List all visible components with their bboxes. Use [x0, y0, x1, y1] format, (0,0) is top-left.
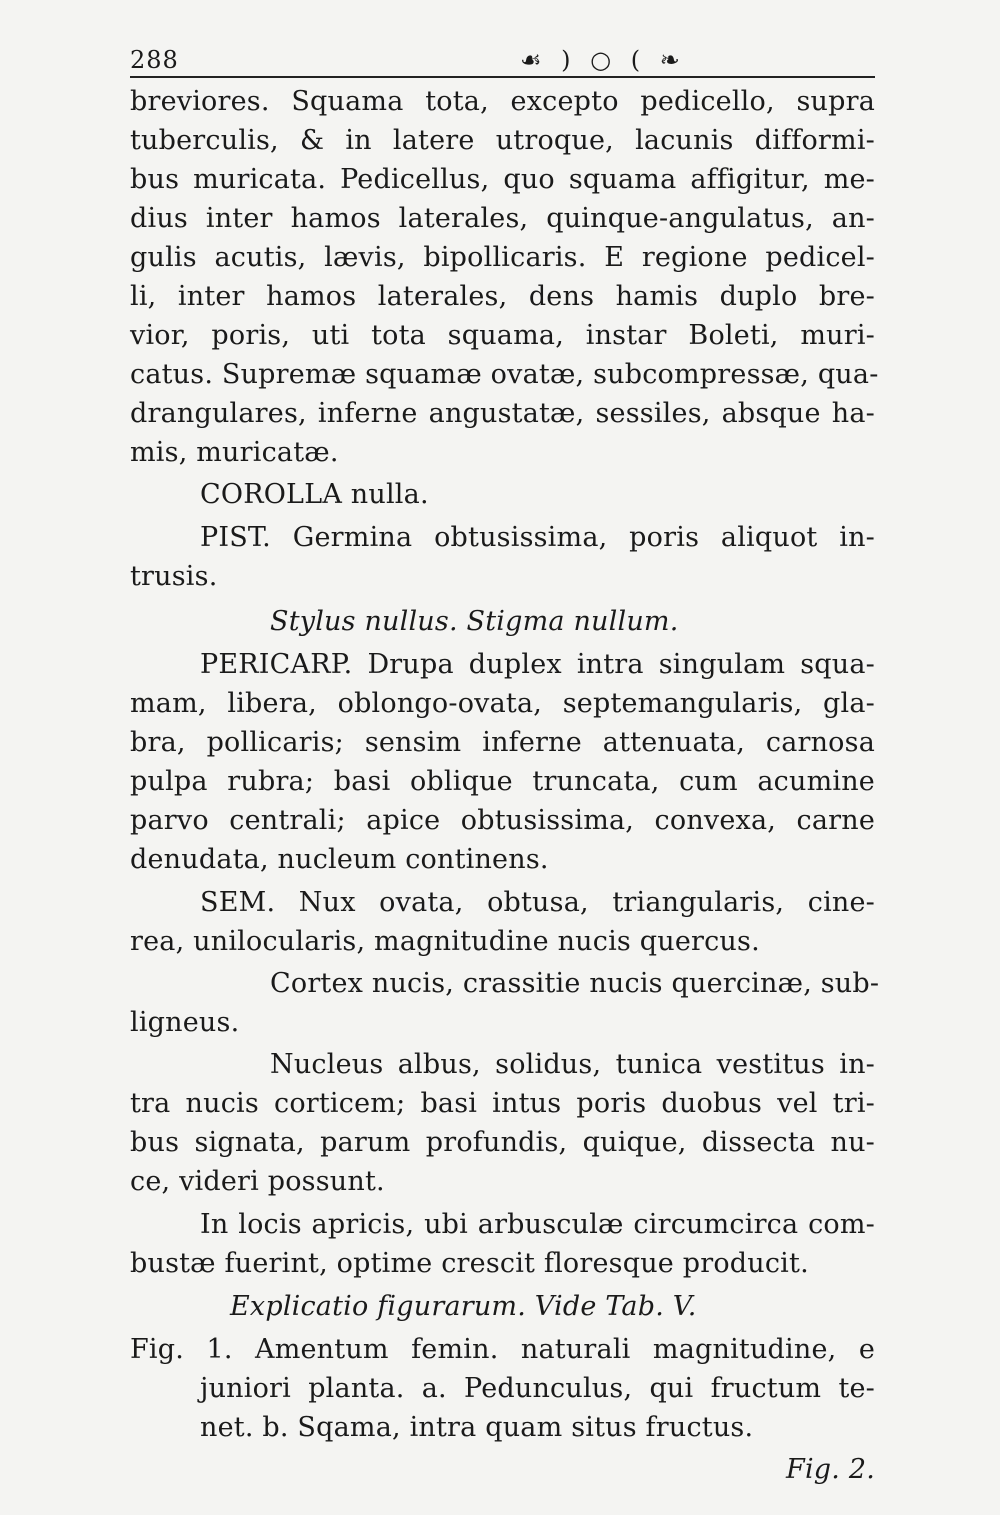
figure-caption-line: net. b. Sqama, intra quam situs fructus.: [200, 1412, 754, 1443]
header-ornament: ☙ ) ○ ( ❧: [520, 46, 686, 74]
text-line: bus muricata. Pedicellus, quo squama affigitur, me-: [130, 164, 875, 195]
text-line: Stylus nullus. Stigma nullum.: [270, 606, 679, 637]
header-rule: [130, 76, 875, 78]
text-line: tra nucis corticem; basi intus poris duobus vel tri-: [130, 1088, 875, 1119]
text-line: pulpa rubra; basi oblique truncata, cum acumine: [130, 766, 875, 797]
text-line: vior, poris, uti tota squama, instar Boleti, muri-: [130, 320, 875, 351]
text-line: tuberculis, & in latere utroque, lacunis difformi-: [130, 125, 875, 156]
text-line: mam, libera, oblongo-ovata, septemangularis, gla-: [130, 688, 875, 719]
text-line: dius inter hamos laterales, quinque-angulatus, an-: [130, 203, 875, 234]
section-heading-corolla: COROLLA nulla.: [200, 479, 429, 510]
section-heading-pericarp: PERICARP. Drupa duplex intra singulam squa-: [200, 649, 875, 680]
text-line: drangulares, inferne angustatæ, sessiles, absque ha-: [130, 398, 875, 429]
text-line: PIST. Germina obtusissima, poris aliquot in-: [200, 522, 875, 553]
text-line: denudata, nucleum continens.: [130, 844, 549, 875]
text-line: mis, muricatæ.: [130, 437, 339, 468]
text-line: bustæ fuerint, optime crescit floresque producit.: [130, 1248, 809, 1279]
text-line: catus. Supremæ squamæ ovatæ, subcompressæ, qua-: [130, 359, 879, 390]
text-line: trusis.: [130, 561, 218, 592]
text-line: Cortex nucis, crassitie nucis quercinæ, sub-: [270, 968, 880, 999]
text-line: rea, unilocularis, magnitudine nucis quercus.: [130, 926, 760, 957]
text-line: In locis apricis, ubi arbusculæ circumcirca com-: [200, 1209, 875, 1240]
text-line: ce, videri possunt.: [130, 1166, 385, 1197]
figure-caption-line: Fig. 1. Amentum femin. naturali magnitudine, e: [130, 1334, 875, 1365]
text-line: Nucleus albus, solidus, tunica vestitus in-: [270, 1049, 875, 1080]
text-line: gulis acutis, lævis, bipollicaris. E regione pedicel-: [130, 242, 875, 273]
text-line: bra, pollicaris; sensim inferne attenuata, carnosa: [130, 727, 875, 758]
page-number: 288: [130, 46, 179, 74]
figure-explanation-heading: Explicatio figurarum. Vide Tab. V.: [230, 1291, 697, 1322]
catchword: Fig. 2.: [786, 1454, 875, 1485]
text-line: ligneus.: [130, 1007, 240, 1038]
text-line: parvo centrali; apice obtusissima, convexa, carne: [130, 805, 875, 836]
text-line: breviores. Squama tota, excepto pedicello, supra: [130, 86, 875, 117]
text-line: li, inter hamos laterales, dens hamis duplo bre-: [130, 281, 875, 312]
section-heading-sem: SEM. Nux ovata, obtusa, triangularis, cine-: [200, 887, 875, 918]
text-line: bus signata, parum profundis, quique, dissecta nu-: [130, 1127, 875, 1158]
running-header: [130, 40, 875, 80]
figure-caption-line: juniori planta. a. Pedunculus, qui fructum te-: [200, 1373, 875, 1404]
